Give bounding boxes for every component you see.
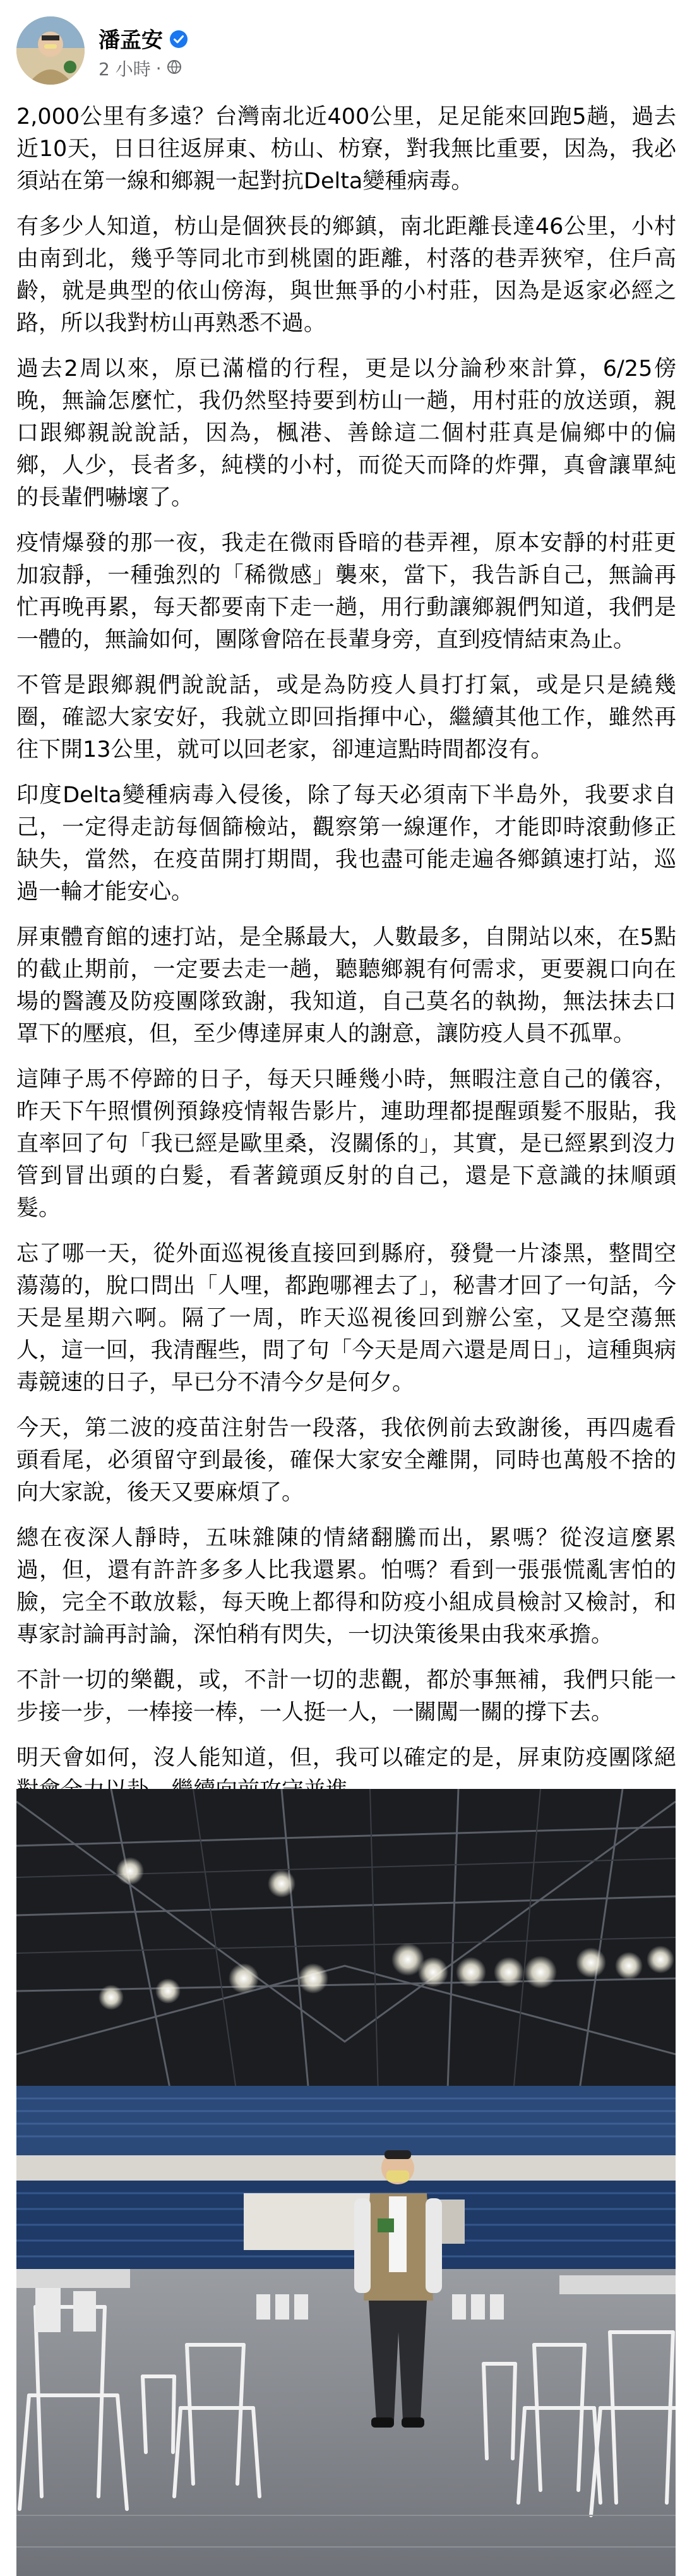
- verified-badge-icon: [169, 29, 188, 48]
- avatar[interactable]: [16, 16, 85, 85]
- post-timestamp[interactable]: 2 小時: [98, 59, 151, 80]
- post-paragraph: 這陣子馬不停蹄的日子，每天只睡幾小時，無暇注意自己的儀容，昨天下午照慣例預錄疫情報告影片，連助理都提醒頭髮不服貼，我直率回了句「我已經是歐里桑，沒關係的」，其實，是已經累到沒力管到冒出頭的白髮，看著鏡頭反射的自己，還是下意識的抹順頭髮。: [16, 1067, 676, 1221]
- meta-separator: ·: [155, 57, 162, 79]
- post-paragraph: 不計一切的樂觀，或，不計一切的悲觀，都於事無補，我們只能一步接一步，一棒接一棒，一人挺一人，一關闖一關的撐下去。: [16, 1668, 676, 1725]
- post-paragraph: 今天，第二波的疫苗注射告一段落，我依例前去致謝後，再四處看頭看尾，必須留守到最後，確保大家安全離開，同時也萬般不捨的向大家說，後天又要麻煩了。: [16, 1416, 676, 1505]
- post-photo[interactable]: [16, 1789, 676, 2576]
- avatar-image: [16, 16, 85, 85]
- post-paragraph: 明天會如何，沒人能知道，但，我可以確定的是，屏東防疫團隊絕: [16, 1745, 676, 1771]
- post-paragraph: 忘了哪一天，從外面巡視後直接回到縣府，發覺一片漆黑，整間空蕩蕩的，脫口問出「人哩，都跑哪裡去了」，秘書才回了一句話，今天是星期六啊。隔了一周，昨天巡視後回到辦公室，又是空蕩無人，這一回，我清醒些，問了句「今天是周六還是周日」，這種與病毒競速的日子，早已分不清今夕是何夕。: [16, 1241, 676, 1395]
- globe-icon: [167, 58, 182, 79]
- post-paragraph: 有多少人知道，枋山是個狹長的鄉鎮，南北距離長達46公里，小村由南到北，幾乎等同北市到桃園的距離，村落的巷弄狹窄，住戶高齡，就是典型的依山傍海，與世無爭的小村莊，因為是返家必經之路，所以我對枋山再熟悉不過。: [16, 214, 676, 336]
- post-meta: [98, 56, 182, 81]
- author-name[interactable]: 潘孟安: [98, 28, 163, 53]
- post-paragraph: 過去2周以來，原已滿檔的行程，更是以分論秒來計算，6/25傍晚，無論怎麼忙，我仍然堅持要到枋山一趟，用村莊的放送頭，親口跟鄉親說說話，因為，楓港、善餘這二個村莊真是偏鄉中的偏鄉，人少，長者多，純樸的小村，而從天而降的炸彈，真會讓單純的長輩們嚇壞了。: [16, 356, 676, 510]
- author-name-row: [98, 23, 188, 54]
- post-header: [16, 16, 673, 86]
- post-paragraph: 印度Delta變種病毒入侵後，除了每天必須南下半島外，我要求自己，一定得走訪每個篩檢站，觀察第一線運作，才能即時滾動修正缺失，當然，在疫苗開打期間，我也盡可能走遍各鄉鎮速打站，巡過一輪才能安心。: [16, 783, 676, 905]
- post-paragraph: 不管是跟鄉親們說說話，或是為防疫人員打打氣，或是只是繞幾圈，確認大家安好，我就立即回指揮中心，繼續其他工作，雖然再往下開13公里，就可以回老家，卻連這點時間都沒有。: [16, 673, 676, 762]
- post-paragraph: 疫情爆發的那一夜，我走在微雨昏暗的巷弄裡，原本安靜的村莊更加寂靜，一種強烈的「稀微感」襲來，當下，我告訴自己，無論再忙再晚再累，每天都要南下走一趟，用行動讓鄉親們知道，我們是一體的，無論如何，團隊會陪在長輩身旁，直到疫情結束為止。: [16, 531, 676, 653]
- post-text: [16, 101, 676, 1865]
- post-paragraph: 總在夜深人靜時，五味雜陳的情緒翻騰而出，累嗎？從沒這麼累過，但，還有許許多多人比我還累。怕嗎？看到一張張慌亂害怕的臉，完全不敢放鬆，每天晚上都得和防疫小組成員檢討又檢討，和專家討論再討論，深怕稍有閃失，一切決策後果由我來承擔。: [16, 1526, 676, 1647]
- post-paragraph: 屏東體育館的速打站，是全縣最大，人數最多，自開站以來，在5點的截止期前，一定要去走一趟，聽聽鄉親有何需求，更要親口向在場的醫護及防疫團隊致謝，我知道，自己莫名的執拗，無法抹去口罩下的壓痕，但，至少傳達屏東人的謝意，讓防疫人員不孤單。: [16, 925, 676, 1047]
- post-paragraph: 2,000公里有多遠？台灣南北近400公里，足足能來回跑5趟，過去近10天，日日往返屏東、枋山、枋寮，對我無比重要，因為，我必須站在第一線和鄉親一起對抗Delta變種病毒。: [16, 104, 676, 194]
- gymnasium-photo: [16, 1789, 676, 2576]
